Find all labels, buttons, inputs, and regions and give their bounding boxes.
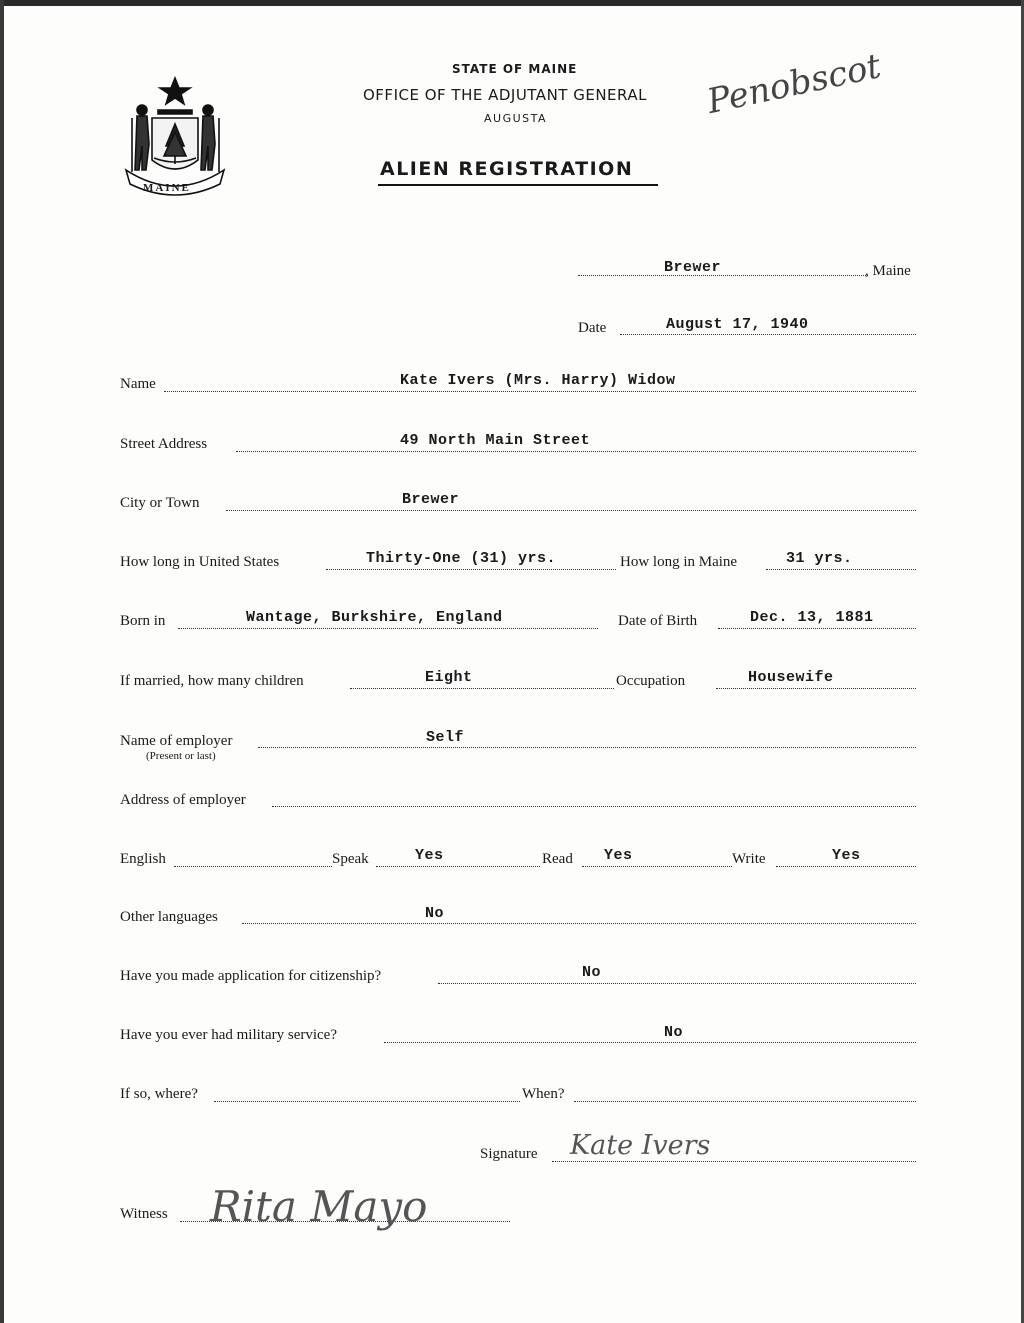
header-office: OFFICE OF THE ADJUTANT GENERAL	[363, 86, 647, 104]
signature-line	[552, 1161, 916, 1162]
name-label: Name	[120, 376, 156, 392]
speak-line	[376, 866, 540, 867]
employer-address-line	[272, 806, 916, 807]
us-duration-line	[326, 569, 616, 570]
write-line	[776, 866, 916, 867]
dob-label: Date of Birth	[618, 613, 698, 629]
street-value: 49 North Main Street	[400, 432, 591, 449]
employer-sublabel: (Present or last)	[146, 750, 216, 762]
county-annotation: Penobscot	[703, 46, 885, 122]
write-label: Write	[732, 851, 766, 867]
dob-line	[718, 628, 916, 629]
read-value: Yes	[604, 847, 633, 864]
born-in-line	[178, 628, 598, 629]
where-label: If so, where?	[120, 1086, 198, 1102]
form-title: ALIEN REGISTRATION	[380, 158, 634, 180]
name-value: Kate Ivers (Mrs. Harry) Widow	[400, 372, 676, 389]
other-languages-value: No	[425, 905, 445, 922]
street-label: Street Address	[120, 436, 208, 452]
date-line	[620, 334, 916, 335]
military-line	[384, 1042, 916, 1043]
military-value: No	[664, 1024, 684, 1041]
us-duration-value: Thirty-One (31) yrs.	[366, 550, 557, 567]
title-underline	[378, 184, 658, 186]
citizenship-value: No	[582, 964, 602, 981]
born-in-label: Born in	[120, 613, 166, 629]
speak-label: Speak	[332, 851, 369, 867]
maine-duration-line	[766, 569, 916, 570]
header-state: STATE OF MAINE	[452, 62, 578, 76]
military-label: Have you ever had military service?	[120, 1027, 337, 1043]
children-label: If married, how many children	[120, 673, 304, 689]
write-value: Yes	[832, 847, 861, 864]
seal-banner-text: MAINE	[143, 182, 191, 194]
children-line	[350, 688, 614, 689]
witness-label: Witness	[120, 1206, 168, 1222]
city-value: Brewer	[402, 491, 460, 508]
witness-signature: Rita Mayo	[210, 1182, 428, 1231]
english-line	[174, 866, 332, 867]
dob-value: Dec. 13, 1881	[750, 609, 874, 626]
when-label: When?	[522, 1086, 565, 1102]
scan-edge	[0, 0, 1024, 6]
employer-value: Self	[426, 729, 465, 746]
occupation-value: Housewife	[748, 669, 834, 686]
born-in-value: Wantage, Burkshire, England	[246, 609, 503, 626]
name-line	[164, 391, 916, 392]
employer-line	[258, 747, 916, 748]
date-label: Date	[578, 320, 607, 336]
header-city: AUGUSTA	[484, 112, 548, 125]
citizenship-line	[438, 983, 916, 984]
town-suffix: , Maine	[865, 263, 911, 279]
employer-label: Name of employer	[120, 733, 233, 749]
street-line	[236, 451, 916, 452]
employer-address-label: Address of employer	[120, 792, 246, 808]
city-line	[226, 510, 916, 511]
town-line	[578, 275, 868, 276]
other-languages-label: Other languages	[120, 909, 218, 925]
children-value: Eight	[425, 669, 473, 686]
speak-value: Yes	[415, 847, 444, 864]
read-line	[582, 866, 732, 867]
city-label: City or Town	[120, 495, 200, 511]
maine-duration-label: How long in Maine	[620, 554, 738, 570]
date-value: August 17, 1940	[666, 316, 809, 333]
english-label: English	[120, 851, 166, 867]
where-line	[214, 1101, 520, 1102]
occupation-line	[716, 688, 916, 689]
maine-duration-value: 31 yrs.	[786, 550, 853, 567]
town-value: Brewer	[664, 259, 722, 276]
read-label: Read	[542, 851, 573, 867]
other-languages-line	[242, 923, 916, 924]
signature-label: Signature	[480, 1146, 538, 1162]
occupation-label: Occupation	[616, 673, 686, 689]
signature-value: Kate Ivers	[570, 1130, 711, 1161]
us-duration-label: How long in United States	[120, 554, 280, 570]
citizenship-label: Have you made application for citizenship?	[120, 968, 382, 984]
when-line	[574, 1101, 916, 1102]
scan-edge	[0, 0, 4, 1323]
